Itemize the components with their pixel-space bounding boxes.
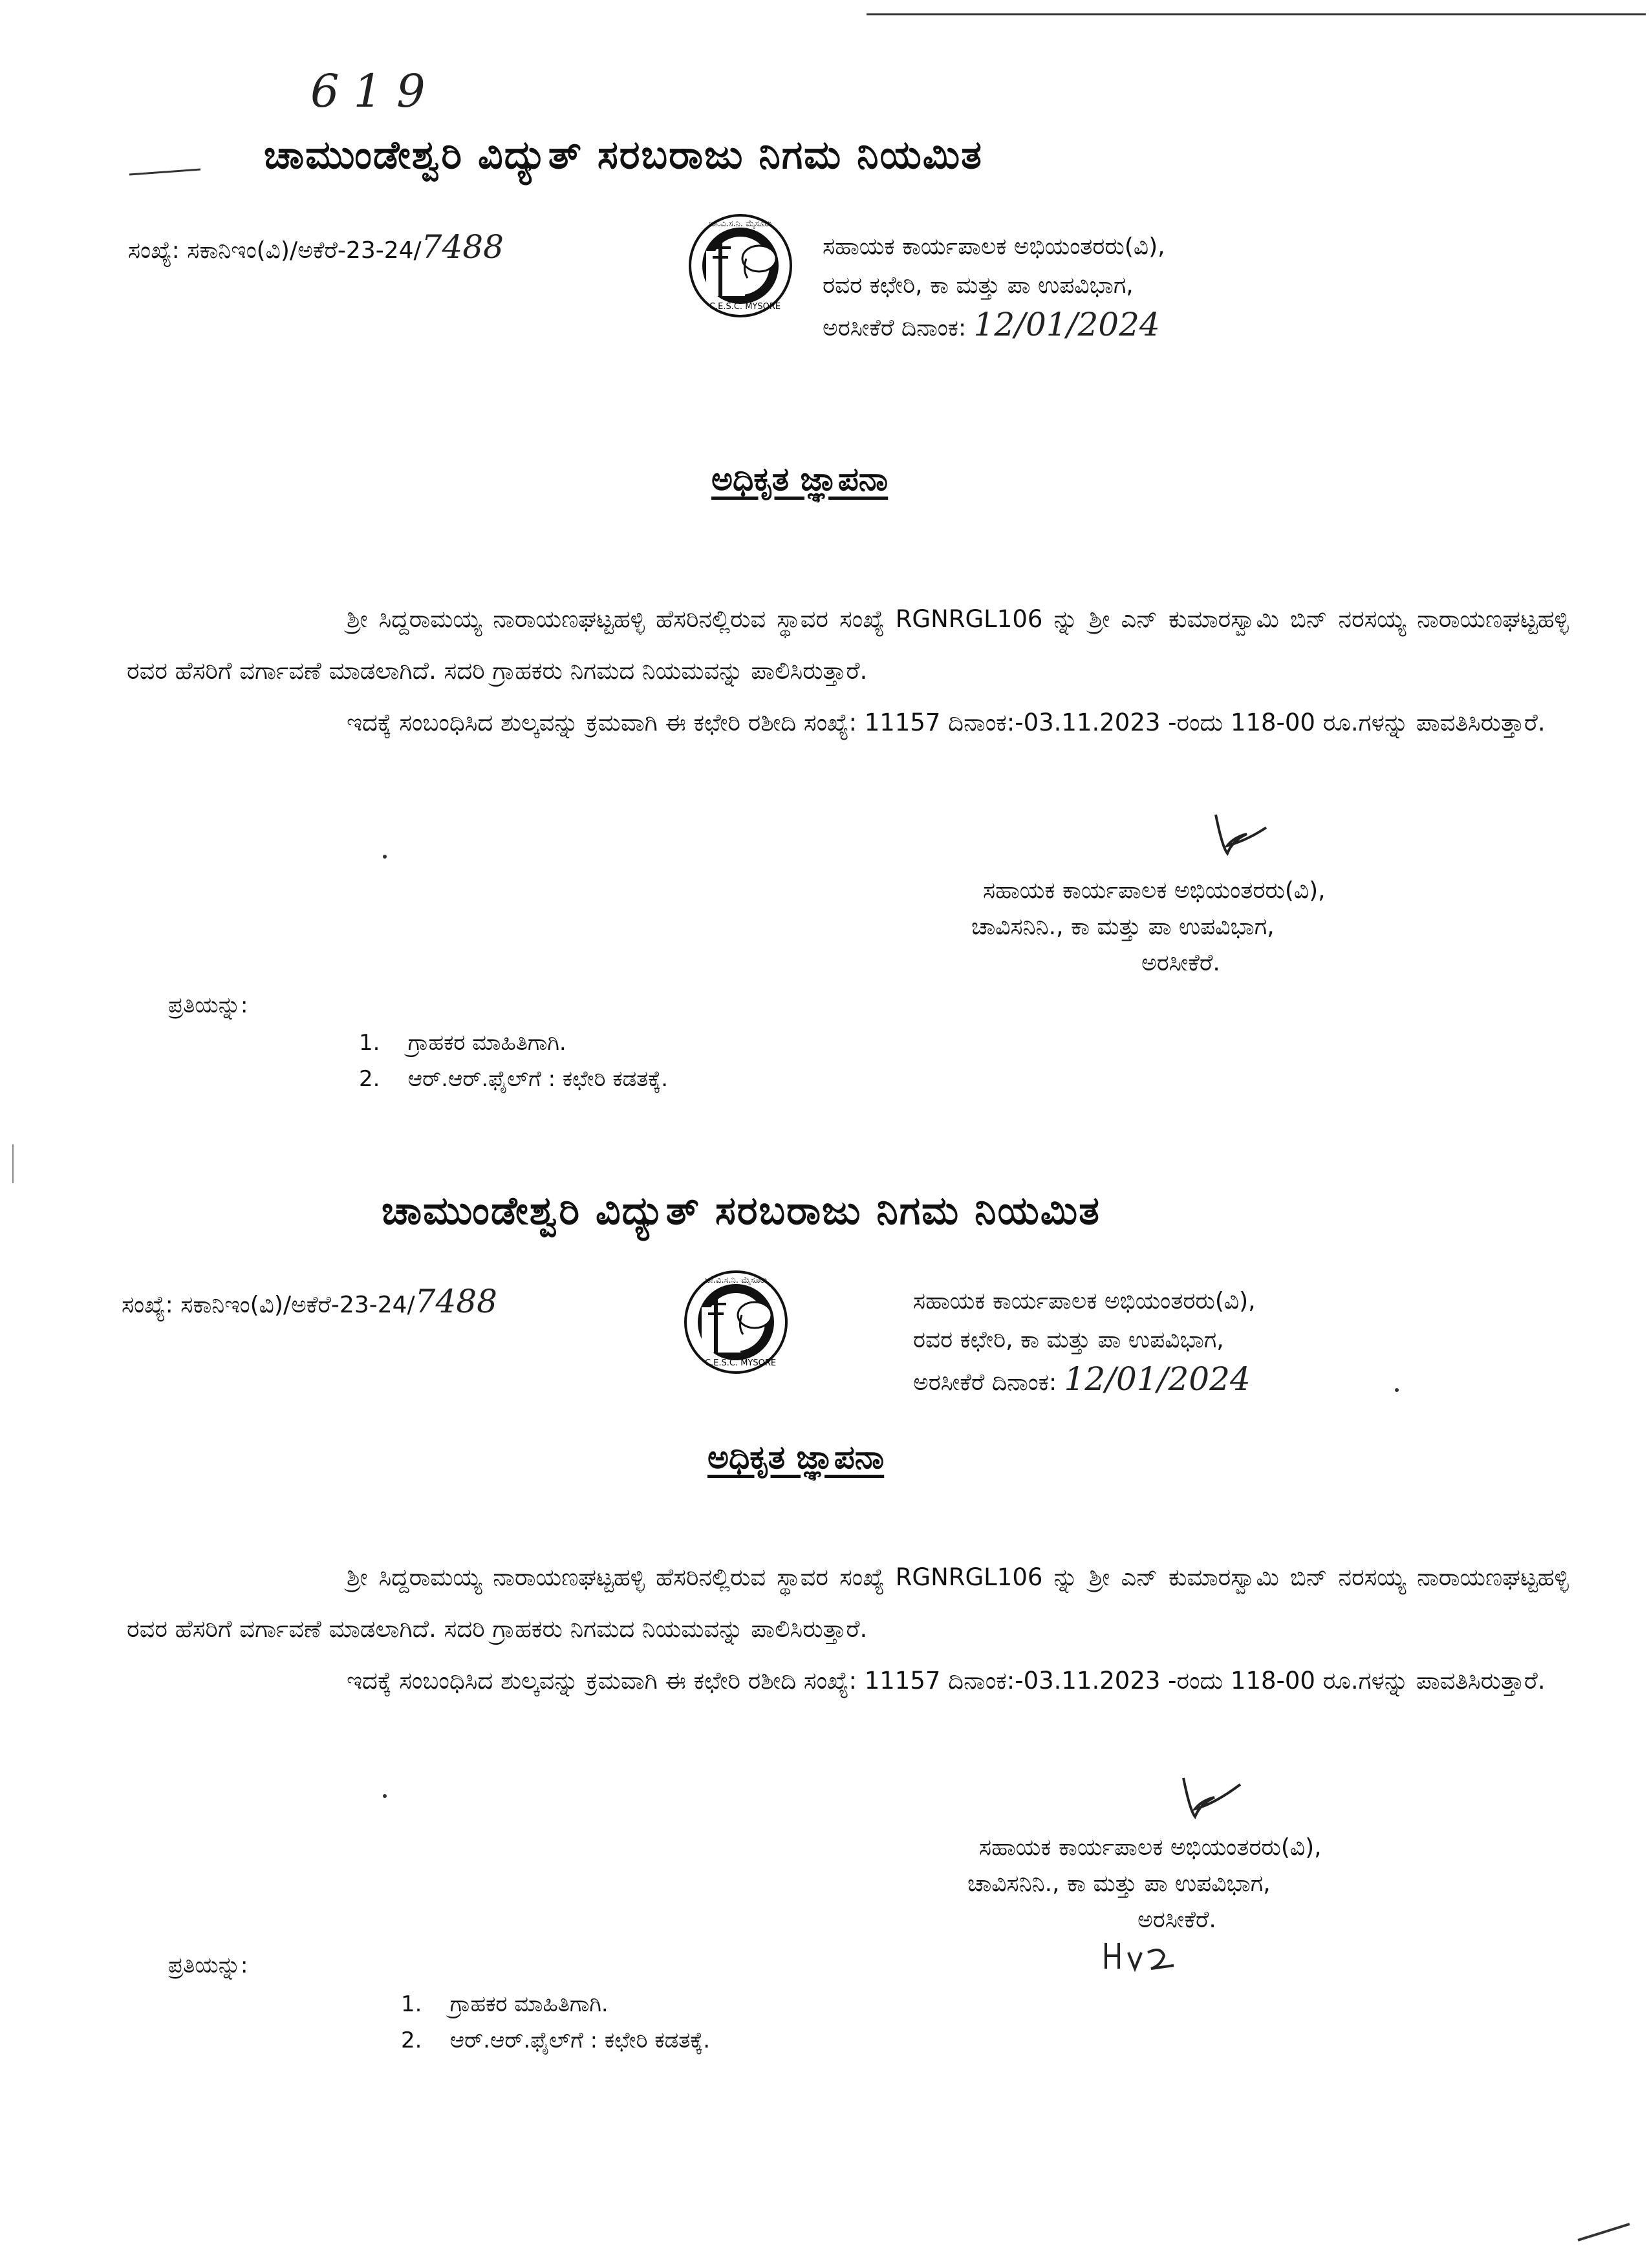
signatory-line-3: ಅರಸೀಕೆರೆ. bbox=[1141, 950, 1220, 976]
fee-paragraph: ಇದಕ್ಕೆ ಸಂಬಂಧಿಸಿದ ಶುಲ್ಕವನ್ನು ಕ್ರಮವಾಗಿ ಈ ಕಛೇರಿ ರಶೀದಿ ಸಂಖ್ಯೆ: 11157 ದಿನಾಂಕ:-03.11.2023 -ರಂದು 118-00 ರೂ.ಗಳನ್ನು ಪಾವತಿಸಿರುತ್ತಾರೆ. bbox=[347, 709, 1546, 736]
signatory-line-3: ಅರಸೀಕೆರೆ. bbox=[1137, 1907, 1216, 1933]
date-handwritten: 12/01/2024 bbox=[973, 306, 1160, 343]
office-address bbox=[913, 1282, 1256, 1402]
reference-printed: ಸಂಖ್ಯೆ: ಸಕಾನಿಇಂ(ವಿ)/ಅಕೆರೆ-23-24/ bbox=[122, 1292, 415, 1318]
date-label: ಅರಸೀಕೆರೆ ದಿನಾಂಕ: bbox=[823, 315, 967, 341]
reference-printed: ಸಂಖ್ಯೆ: ಸಕಾನಿಇಂ(ವಿ)/ಅಕೆರೆ-23-24/ bbox=[128, 237, 422, 264]
fee-paragraph: ಇದಕ್ಕೆ ಸಂಬಂಧಿಸಿದ ಶುಲ್ಕವನ್ನು ಕ್ರಮವಾಗಿ ಈ ಕಛೇರಿ ರಶೀದಿ ಸಂಖ್ಯೆ: 11157 ದಿನಾಂಕ:-03.11.2023 -ರಂದು 118-00 ರೂ.ಗಳನ್ನು ಪಾವತಿಸಿರುತ್ತಾರೆ. bbox=[347, 1667, 1546, 1695]
signatory-block bbox=[967, 1830, 1322, 1938]
document-title: ಅಧಿಕೃತ ಜ್ಞಾಪನಾ bbox=[711, 460, 889, 498]
left-stroke bbox=[129, 169, 200, 175]
office-date-line bbox=[913, 1360, 1256, 1402]
logo-top-text: ಚಾ.ವಿ.ಸ.ನಿ. ಮೈಸೂರು bbox=[704, 1276, 768, 1285]
org-name: ಚಾಮುಂಡೇಶ್ವರಿ ವಿದ್ಯುತ್ ಸರಬರಾಜು ನಿಗಮ ನಿಯಮಿತ bbox=[382, 1188, 1101, 1234]
notice-body bbox=[127, 1552, 1569, 1707]
signature bbox=[1170, 1752, 1267, 1836]
transfer-paragraph: ಶ್ರೀ ಸಿದ್ದರಾಮಯ್ಯ ನಾರಾಯಣಘಟ್ಟಹಳ್ಳಿ ಹೆಸರಿನಲ್ಲಿರುವ ಸ್ಥಾವರ ಸಂಖ್ಯೆ RGNRGL106 ನ್ನು ಶ್ರೀ ಎನ್ ಕುಮಾರಸ್ವಾಮಿ ಬಿನ್ ನರಸಯ್ಯ ನಾರಾಯಣಘಟ್ಟಹಳ್ಳಿ ರವರ ಹೆಸರಿಗೆ ವರ್ಗಾವಣೆ ಮಾಡಲಾಗಿದೆ. ಸದರಿ ಗ್ರಾಹಕರು ನಿಗಮದ ನಿಯಮವನ್ನು ಪಾಲಿಸಿರುತ್ತಾರೆ. bbox=[127, 605, 1569, 685]
initials-mark bbox=[1099, 1933, 1190, 1978]
copies-label: ಪ್ರತಿಯನ್ನು: bbox=[168, 1952, 248, 1978]
reference-handwritten: 7488 bbox=[421, 228, 504, 266]
signatory-line-1: ಸಹಾಯಕ ಕಾರ್ಯಪಾಲಕ ಅಭಿಯಂತರರು(ವಿ), bbox=[983, 877, 1326, 904]
date-label: ಅರಸೀಕೆರೆ ದಿನಾಂಕ: bbox=[913, 1369, 1057, 1396]
speck bbox=[383, 1794, 387, 1798]
cesc-logo-icon bbox=[682, 1268, 790, 1376]
office-line-1: ಸಹಾಯಕ ಕಾರ್ಯಪಾಲಕ ಅಭಿಯಂತರರು(ವಿ), bbox=[823, 233, 1165, 260]
signatory-line-1: ಸಹಾಯಕ ಕಾರ್ಯಪಾಲಕ ಅಭಿಯಂತರರು(ವಿ), bbox=[979, 1834, 1322, 1861]
logo-top-text: ಚಾ.ವಿ.ಸ.ನಿ. ಮೈಸೂರು bbox=[709, 219, 772, 229]
org-name: ಚಾಮುಂಡೇಶ್ವರಿ ವಿದ್ಯುತ್ ಸರಬರಾಜು ನಿಗಮ ನಿಯಮಿತ bbox=[264, 133, 983, 178]
copies-list bbox=[359, 1025, 668, 1097]
notice-body bbox=[127, 594, 1569, 749]
office-line-2: ರವರ ಕಛೇರಿ, ಕಾ ಮತ್ತು ಪಾ ಉಪವಿಭಾಗ, bbox=[913, 1327, 1224, 1353]
office-line-2: ರವರ ಕಛೇರಿ, ಕಾ ಮತ್ತು ಪಾ ಉಪವಿಭಾಗ, bbox=[823, 272, 1134, 299]
signatory-line-2: ಚಾವಿಸನಿನಿ., ಕಾ ಮತ್ತು ಪಾ ಉಪವಿಭಾಗ, bbox=[967, 1870, 1271, 1897]
signatory-line-2: ಚಾವಿಸನಿನಿ., ಕಾ ಮತ್ತು ಪಾ ಉಪವಿಭಾಗ, bbox=[971, 914, 1275, 940]
speck bbox=[383, 855, 387, 859]
logo-bottom-text: C.E.S.C. MYSORE bbox=[709, 302, 781, 312]
signature bbox=[1203, 795, 1293, 873]
office-date-line bbox=[823, 305, 1165, 348]
copy-item-2: 2. ಆರ್.ಆರ್.ಫೈಲ್‌ಗೆ : ಕಛೇರಿ ಕಡತಕ್ಕೆ. bbox=[401, 2027, 711, 2053]
copy-item-2: 2. ಆರ್.ಆರ್.ಫೈಲ್‌ಗೆ : ಕಛೇರಿ ಕಡತಕ್ಕೆ. bbox=[359, 1066, 669, 1092]
copies-list bbox=[401, 1986, 710, 2059]
signatory-block bbox=[971, 873, 1326, 981]
transfer-paragraph: ಶ್ರೀ ಸಿದ್ದರಾಮಯ್ಯ ನಾರಾಯಣಘಟ್ಟಹಳ್ಳಿ ಹೆಸರಿನಲ್ಲಿರುವ ಸ್ಥಾವರ ಸಂಖ್ಯೆ RGNRGL106 ನ್ನು ಶ್ರೀ ಎನ್ ಕುಮಾರಸ್ವಾಮಿ ಬಿನ್ ನರಸಯ್ಯ ನಾರಾಯಣಘಟ್ಟಹಳ್ಳಿ ರವರ ಹೆಸರಿಗೆ ವರ್ಗಾವಣೆ ಮಾಡಲಾಗಿದೆ. ಸದರಿ ಗ್ರಾಹಕರು ನಿಗಮದ ನಿಯಮವನ್ನು ಪಾಲಿಸಿರುತ್ತಾರೆ. bbox=[127, 1563, 1569, 1643]
page-number-handwritten: 619 bbox=[310, 65, 440, 118]
copy-item-1: 1. ಗ್ರಾಹಕರ ಮಾಹಿತಿಗಾಗಿ. bbox=[401, 1991, 609, 2017]
copies-label: ಪ್ರತಿಯನ್ನು: bbox=[168, 992, 248, 1018]
date-handwritten: 12/01/2024 bbox=[1064, 1360, 1251, 1398]
logo-bottom-text: C.E.S.C. MYSORE bbox=[704, 1358, 777, 1368]
speck bbox=[1395, 1388, 1399, 1392]
office-address bbox=[823, 228, 1165, 348]
reference-number bbox=[122, 1282, 497, 1325]
reference-number bbox=[128, 228, 504, 270]
reference-handwritten: 7488 bbox=[415, 1283, 497, 1320]
corner-stroke bbox=[1578, 2224, 1630, 2240]
office-line-1: ಸಹಾಯಕ ಕಾರ್ಯಪಾಲಕ ಅಭಿಯಂತರರು(ವಿ), bbox=[913, 1288, 1256, 1314]
document-title: ಅಧಿಕೃತ ಜ್ಞಾಪನಾ bbox=[707, 1439, 885, 1476]
cesc-logo-icon bbox=[687, 212, 794, 319]
copy-item-1: 1. ಗ್ರಾಹಕರ ಮಾಹಿತಿಗಾಗಿ. bbox=[359, 1030, 566, 1056]
